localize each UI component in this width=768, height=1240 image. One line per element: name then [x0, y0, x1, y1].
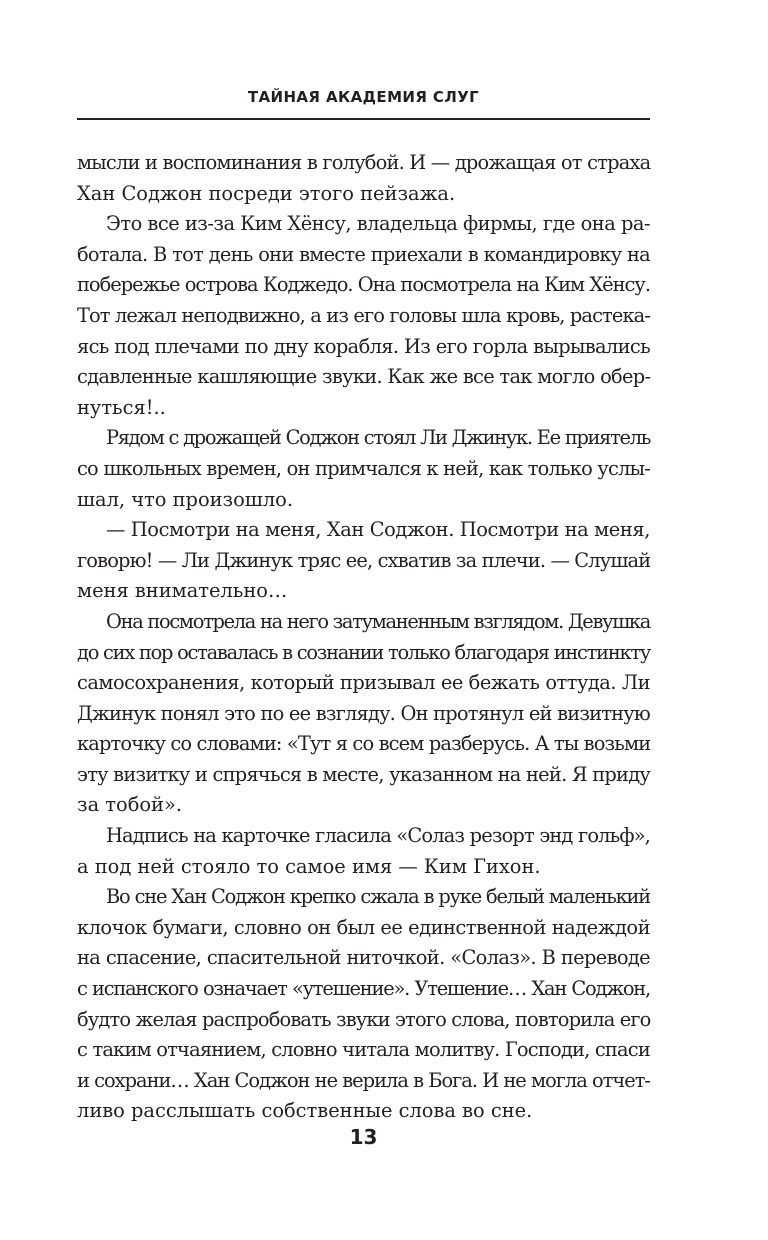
- text-line: Рядом с дрожащей Соджон стоял Ли Джинук. Ее приятель: [106, 426, 650, 450]
- running-head: ТАЙНАЯ АКАДЕМИЯ СЛУГ: [247, 88, 480, 106]
- text-line: со школьных времен, он примчался к ней, как только услы-: [77, 456, 650, 480]
- text-line: за тобой».: [77, 793, 183, 817]
- text-line: на спасение, спасительной ниточкой. «Солаз». В переводе: [77, 946, 650, 970]
- text-line: мысли и воспоминания в голубой. И — дрожащая от страха: [77, 151, 651, 174]
- text-line: Тот лежал неподвижно, а из его головы шла кровь, растека-: [77, 303, 650, 327]
- text-line: и сохрани… Хан Соджон не верила в Бога. И не могла отчет-: [77, 1068, 650, 1092]
- text-line: до сих пор оставалась в сознании только благодаря инстинкту: [77, 640, 650, 664]
- text-line: ливо расслышать собственные слова во сне.: [77, 1099, 533, 1123]
- text-line: Хан Соджон посреди этого пейзажа.: [77, 181, 456, 205]
- text-line: а под ней стояло то самое имя — Ким Гихон.: [77, 854, 541, 878]
- text-line: самосохранения, который призывал ее бежать оттуда. Ли: [77, 671, 650, 695]
- text-line: Это все из-за Ким Хёнсу, владельца фирмы, где она ра-: [106, 212, 650, 236]
- text-line: шал, что произошло.: [77, 487, 293, 511]
- text-line: побережье острова Коджедо. Она посмотрела на Ким Хёнсу.: [77, 273, 650, 297]
- text-line: эту визитку и спрячься в месте, указанном на ней. Я приду: [77, 762, 651, 786]
- text-line: говорю! — Ли Джинук тряс ее, схватив за плечи. — Слушай: [77, 548, 651, 572]
- text-line: — Посмотри на меня, Хан Соджон. Посмотри на меня,: [106, 518, 650, 542]
- text-line: Во сне Хан Соджон крепко сжала в руке белый маленький: [106, 885, 650, 909]
- text-line: с таким отчаянием, словно читала молитву. Господи, спаси: [77, 1038, 650, 1062]
- text-line: Джинук понял это по ее взгляду. Он протянул ей визитную: [77, 701, 650, 725]
- text-line: ясь под плечами по дну корабля. Из его горла вырывались: [77, 334, 650, 358]
- text-line: сдавленные кашляющие звуки. Как же все так могло обер-: [77, 365, 651, 389]
- header-rule: [77, 118, 650, 120]
- text-line: клочок бумаги, словно он был ее единственной надеждой: [77, 915, 650, 939]
- text-line: карточку со словами: «Тут я со всем разберусь. А ты возьми: [77, 732, 651, 756]
- paragraph: [77, 515, 650, 607]
- body-text: [77, 148, 650, 1127]
- text-line: Она посмотрела на него затуманенным взглядом. Девушка: [106, 609, 650, 633]
- paragraph: [77, 821, 650, 882]
- paragraph: [77, 423, 650, 515]
- text-line: нуться!..: [77, 395, 166, 419]
- text-line: будто желая распробовать звуки этого слова, повторила его: [77, 1007, 651, 1031]
- text-line: с испанского означает «утешение». Утешение… Хан Соджон,: [77, 977, 650, 1001]
- paragraph: [77, 148, 650, 209]
- paragraph: [77, 607, 650, 821]
- text-line: меня внимательно…: [77, 579, 288, 603]
- paragraph: [77, 209, 650, 423]
- text-line: Надпись на карточке гласила «Солаз резорт энд гольф»,: [106, 824, 650, 848]
- page-number: 13: [349, 1125, 378, 1149]
- text-line: ботала. В тот день они вместе приехали в командировку на: [77, 242, 650, 266]
- paragraph: [77, 882, 650, 1127]
